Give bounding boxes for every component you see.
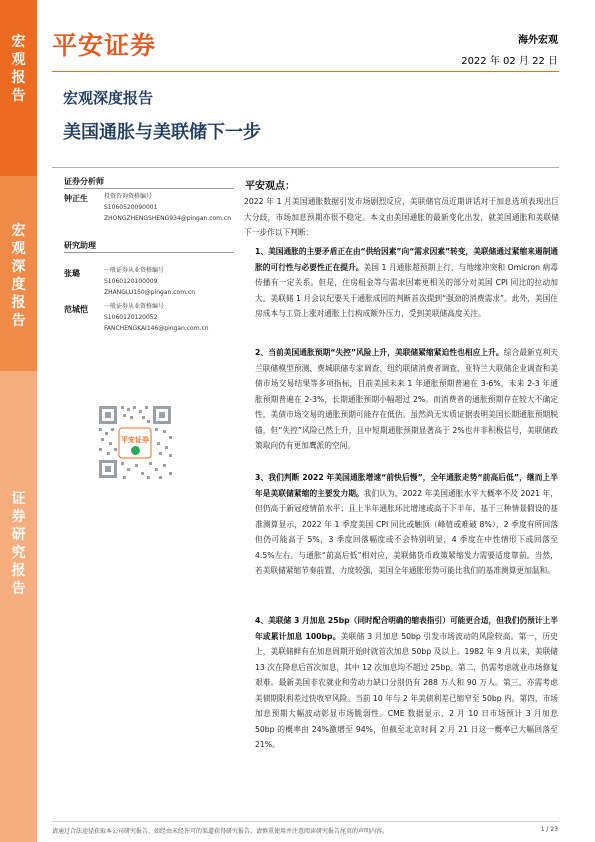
viewpoint-intro: 2022 年 1 月美国通胀数据引发市场剧烈反应，美联储官员近期讲话对于加息选项表现出巨大分歧，市场加息预期亦很不稳定。本文由美国通胀的最新变化出发，就美国通胀和美联储下一步作以下判断： <box>244 197 559 237</box>
viewpoint-point <box>255 244 558 322</box>
report-category: 海外宏观 <box>518 35 558 46</box>
assistant-info: 一般证券从业资格编号 S1060120100009 ZHANGLU150@pingan.com.cn <box>104 267 196 296</box>
point-body: 美国 1 月通胀超预期上行，与地缘冲突和 Omicron 病毒传播有一定关系。但是，住房租金等与需求因素更相关的部分对美国 CPI 同比的拉动加大。美联储 1 月会议纪要关于通胀成因的判断首次提到“强劲的消费需求”。此外，美国住房成本与工资上涨对通胀上行构成额外压力，受到美联储高度关注。 <box>255 262 558 318</box>
point-heading: 2、当前美国通胀预期“失控”风险上升，美联储紧缩紧迫性也相应上升。 <box>255 348 504 357</box>
analysts-divider <box>64 188 234 189</box>
company-logo: 平安证券 <box>52 31 157 60</box>
side-label-securities-research: 证 券 研 究 报 告 <box>11 491 26 597</box>
title-divider <box>52 167 559 168</box>
analyst-name: 钟正生 <box>64 194 88 203</box>
footer-disclaimer: 请通过合法途径获取本公司研究报告，如经由未经许可的渠道获得研究报告，请慎重使用并注意阅读研究报告尾页的声明内容。 <box>52 828 389 835</box>
assistant-info: 一般证券从业资格编号 S1060120120052 FANCHENGKAI146@pingan.com.cn <box>104 303 209 332</box>
viewpoint-heading: 平安观点： <box>245 181 295 192</box>
point-heading: 3、我们判断 2022 年美国通胀增速“前快后慢”，全年通胀走势“前高后低”，继而上半年是美联储紧缩的主要发力期。 <box>255 473 558 498</box>
assistant-name: 张璐 <box>64 269 80 278</box>
point-heading: 4、美联储 3 月加息 25bp（同时配合明确的缩表指引）可能更合适，但我们仍预计上半年或累计加息 100bp。 <box>255 616 558 641</box>
analyst-info: 投资咨询资格编号 S1060520090001 ZHONGZHENGSHENG934@pingan.com.cn <box>104 193 232 222</box>
side-label-macro-depth: 宏 观 深 度 报 告 <box>11 223 26 329</box>
point-body: 美联储 3 月加息 50bp 引发市场波动的风险较高。第一，历史上，美联储鲜有在加息周期开始时就首次加息 50bp 及以上。1982 年 9 月以来，美联储 13 次在降息后首次加息，其中 12 次加息均不超过 25bp。第二，仍需考虑就业市场修复艰难。最新美国非农就业和劳动力缺口分别仍有 288 万人和 90 万人。第三，亦需考虑美债期限利差过快收窄风险。当前 10 年与 2 年美债利差已缩窄至 50bp 内。第四，市场加息预期大幅波动彰显市场脆弱性。CME 数据显示，2 月 10 日市场预计 3 月加息 50bp 的概率由 24%激增至 94%，但截至北京时间 2 月 21 日这一概率已大幅回落至 21%。 <box>255 631 558 749</box>
qr-center-icon <box>131 446 140 455</box>
page-number: 1 / 23 <box>540 826 558 833</box>
assistant-name: 范城恺 <box>64 305 88 314</box>
report-date: 2022 年 02 月 22 日 <box>461 56 558 67</box>
qr-code[interactable] <box>95 402 175 482</box>
header-divider <box>52 71 559 72</box>
viewpoint-point <box>255 613 558 753</box>
viewpoint-point <box>255 470 558 579</box>
point-body: 我们认为，2022 年美国通胀水平大概率不及 2021 年，但仍高于新冠疫情前水平；且上半年通胀环比增速或高于下半年。基于三种情景假设的基准测算显示，2022 年 1 季度美国 CPI 同比或触顶（峰值或难破 8%），2 季度有所回落但仍可能高于 5%，3 季度回落幅度或不会特别明显，4 季度在中性情形下或回落至 4.5%左右。与通胀“前高后低”相对应，美联储货币政策紧缩发力需要适度靠前。当然，若美联储紧缩节奏前置、力度较强，美国全年通胀形势可能比我们的基准测算更加温和。 <box>255 488 558 575</box>
analysts-heading: 证券分析师 <box>64 177 104 186</box>
viewpoint-point <box>255 345 558 454</box>
point-heading: 1、美国通胀的主要矛盾正在由“供给因素”向“需求因素”转变，美联储通过紧缩来遏制通胀的可行性与必要性正在提升。 <box>255 247 558 272</box>
assistants-heading: 研究助理 <box>64 241 96 250</box>
footer-divider <box>52 821 559 822</box>
report-title: 美国通胀与美联储下一步 <box>63 122 261 143</box>
point-body: 综合最新克利夫兰联储模型预测、费城联储专家调查、纽约联储消费者调查、亚特兰大联储企业调查和美债市场交易结果等多项指标，目前美国未来 1 年通胀预期普遍在 3-6%，未来 2-3 年通胀预期普遍在 2-3%，长期通胀预期小幅超过 2%。而消费者的通胀预期存在较大不确定性，美债市场交易的通胀预期可能存在低估。虽然尚无实质证据表明美国长期通胀预期脱锚，但“失控”风险已然上升，且中短期通胀预期显著高于 2%也并非积极信号，美联储政策取向仍有更加鹰派的空间。 <box>255 348 558 450</box>
qr-brand-text: 平安证券 <box>121 436 149 444</box>
assistants-divider <box>64 252 234 253</box>
side-banner-bottom <box>0 371 37 842</box>
side-label-macro-report: 宏 观 报 告 <box>11 34 26 104</box>
side-banner <box>0 0 37 842</box>
report-type: 宏观深度报告 <box>63 89 154 107</box>
